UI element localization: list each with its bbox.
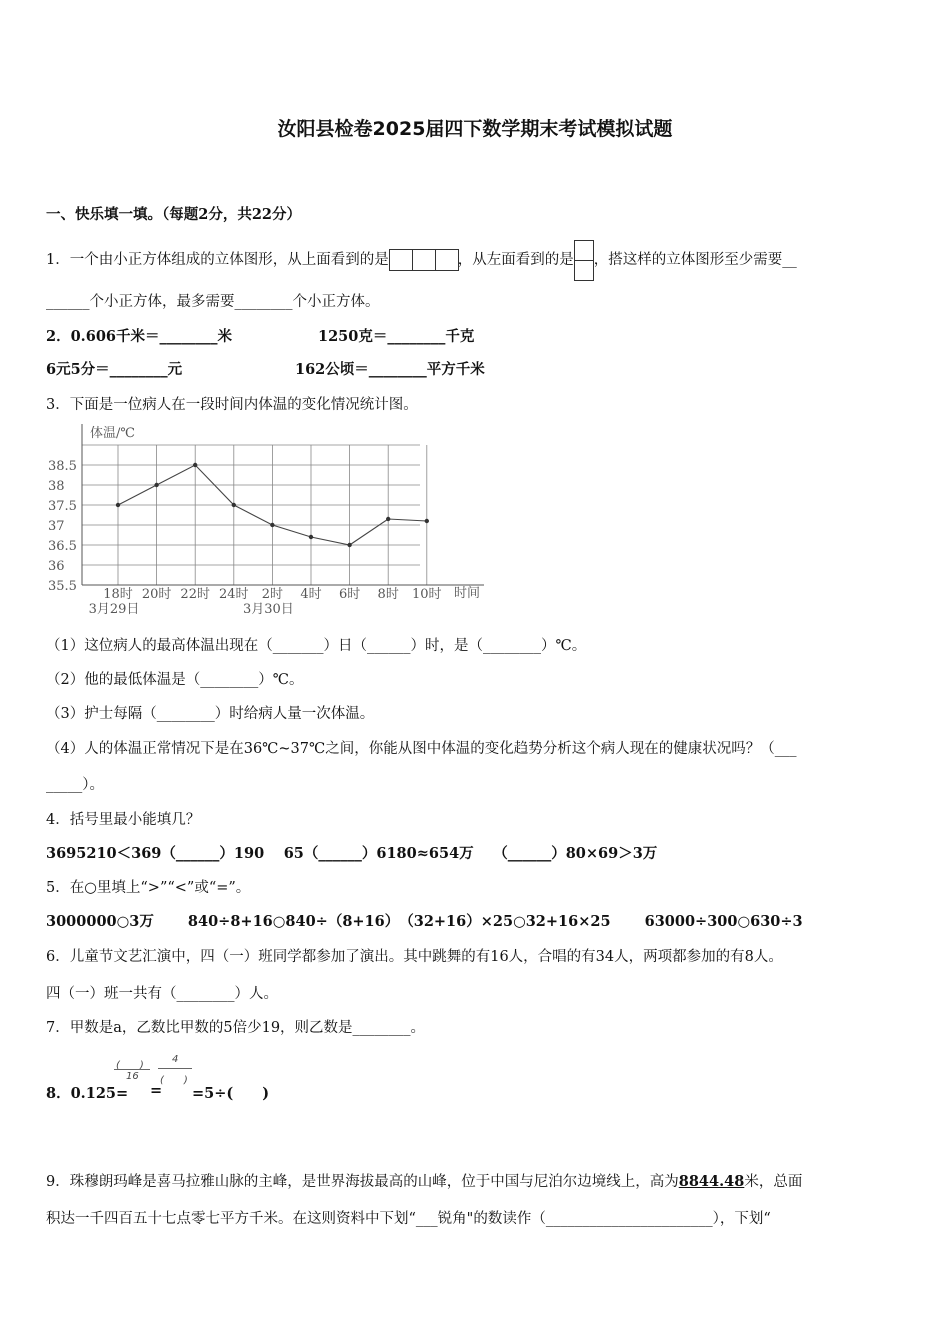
chart-ylabel: 体温/℃ (90, 426, 135, 441)
fraction-2-denominator: ( ) (160, 1075, 188, 1086)
left-view-figure (574, 240, 594, 280)
q3-sub-1: （1）这位病人的最高体温出现在（_______）日（______）时，是（________）℃。 (46, 638, 587, 654)
x-tick-label: 6时 (338, 587, 361, 602)
q3-intro: 3．下面是一位病人在一段时间内体温的变化情况统计图。 (46, 397, 418, 413)
x-tick-label: 10时 (412, 587, 442, 602)
q9-line-1 (46, 1170, 802, 1191)
q3-sub-2: （2）他的最低体温是（________）℃。 (46, 672, 304, 688)
fraction-1-bar (114, 1069, 150, 1070)
data-point (425, 519, 429, 523)
x-tick-label: 2时 (261, 587, 284, 602)
x-tick-label: 22时 (180, 587, 210, 602)
q8-tail: =5÷( ) (192, 1085, 270, 1102)
q5-items: 3000000○3万 840÷8+16○840÷（8+16） （32+16）×25○32+16×25 63000÷300○630÷3 (46, 913, 803, 930)
question-1 (46, 240, 797, 280)
q9-line-2: 积达一千四百五十七点零七平方千米。在这则资料中下划“___锐角"的数读作（_______________________），下划“ (46, 1211, 771, 1227)
q9-height-value: 8844.48 (678, 1173, 745, 1190)
q3-sub-4-cont: _____）。 (46, 777, 104, 793)
y-tick-label: 36 (48, 559, 65, 574)
q6-line-1: 6．儿童节文艺汇演中，四（一）班同学都参加了演出。其中跳舞的有16人，合唱的有34人，两项都参加的有8人。 (46, 949, 783, 965)
q1-line-2: ______个小正方体，最多需要________个小正方体。 (46, 294, 380, 310)
top-view-figure (389, 249, 458, 271)
data-point (193, 463, 197, 467)
q5-intro: 5．在○里填上“>”“<”或“=”。 (46, 880, 251, 896)
q2-item-3: 6元5分＝________元 (46, 361, 183, 378)
x-tick-label: 18时 (103, 587, 133, 602)
q2-line-2 (46, 358, 485, 379)
data-point (347, 543, 351, 547)
date-label: 3月30日 (242, 602, 294, 617)
fraction-2-numerator: 4 (172, 1054, 179, 1065)
q3-sub-4: （4）人的体温正常情况下是在36℃~37℃之间，你能从图中体温的变化趋势分析这个病人现在的健康状况吗？（___ (46, 741, 797, 757)
data-point (386, 517, 390, 521)
q2-item-4: 162公顷＝________平方千米 (295, 361, 485, 378)
x-tick-label: 20时 (141, 587, 172, 602)
x-tick-label: 24时 (219, 587, 249, 602)
y-tick-label: 37.5 (48, 499, 77, 514)
data-point (232, 503, 236, 507)
fraction-1-numerator: ( ) (116, 1060, 144, 1071)
chart-grid (82, 445, 427, 585)
fraction-1-denominator: 16 (126, 1071, 139, 1082)
q3-sub-3: （3）护士每隔（________）时给病人量一次体温。 (46, 706, 375, 722)
q8-equals: = (150, 1082, 163, 1099)
q9-text-a: 9．珠穆朗玛峰是喜马拉雅山脉的主峰，是世界海拔最高的山峰，位于中国与尼泊尔边境线上，高为 (46, 1174, 679, 1190)
q4-intro: 4．括号里最小能填几？ (46, 812, 201, 828)
data-point (116, 503, 120, 507)
y-tick-label: 37 (48, 519, 65, 534)
q1-text-c: ，搭这样的立体图形至少需要__ (593, 252, 797, 268)
chart-xlabel: 时间 (454, 586, 481, 601)
q2-item-2: 1250克＝________千克 (318, 328, 475, 345)
x-tick-label: 8时 (377, 587, 399, 602)
q8-lead: 8．0.125= (46, 1085, 129, 1102)
q7-text: 7．甲数是a，乙数比甲数的5倍少19，则乙数是________。 (46, 1020, 426, 1036)
y-tick-label: 38 (48, 479, 65, 494)
y-tick-label: 38.5 (48, 459, 77, 474)
page-title: 汝阳县检卷2025届四下数学期末考试模拟试题 (277, 118, 673, 140)
temperature-chart (44, 420, 494, 620)
fraction-2-bar (158, 1068, 192, 1069)
q2-line-1 (46, 325, 475, 346)
q6-line-2: 四（一）班一共有（________）人。 (46, 986, 278, 1002)
x-tick-label: 4时 (300, 587, 322, 602)
q4-items: 3695210＜369（______）190 65（______）6180≈654万 （______）80×69＞3万 (46, 845, 658, 862)
section-heading: 一、快乐填一填。（每题2分，共22分） (46, 206, 302, 223)
date-label: 3月29日 (88, 602, 140, 617)
chart-axes (82, 424, 484, 585)
y-tick-label: 36.5 (48, 539, 77, 554)
q1-text-a: 1．一个由小正方体组成的立体图形，从上面看到的是 (46, 252, 389, 268)
y-tick-label: 35.5 (48, 579, 77, 594)
q1-text-b: ，从左面看到的是 (457, 252, 574, 268)
data-point (309, 535, 313, 539)
q9-text-b: 米，总面 (744, 1174, 803, 1190)
data-point (270, 523, 274, 527)
q2-item-1: 2．0.606千米＝________米 (46, 328, 232, 345)
data-point (154, 483, 158, 487)
